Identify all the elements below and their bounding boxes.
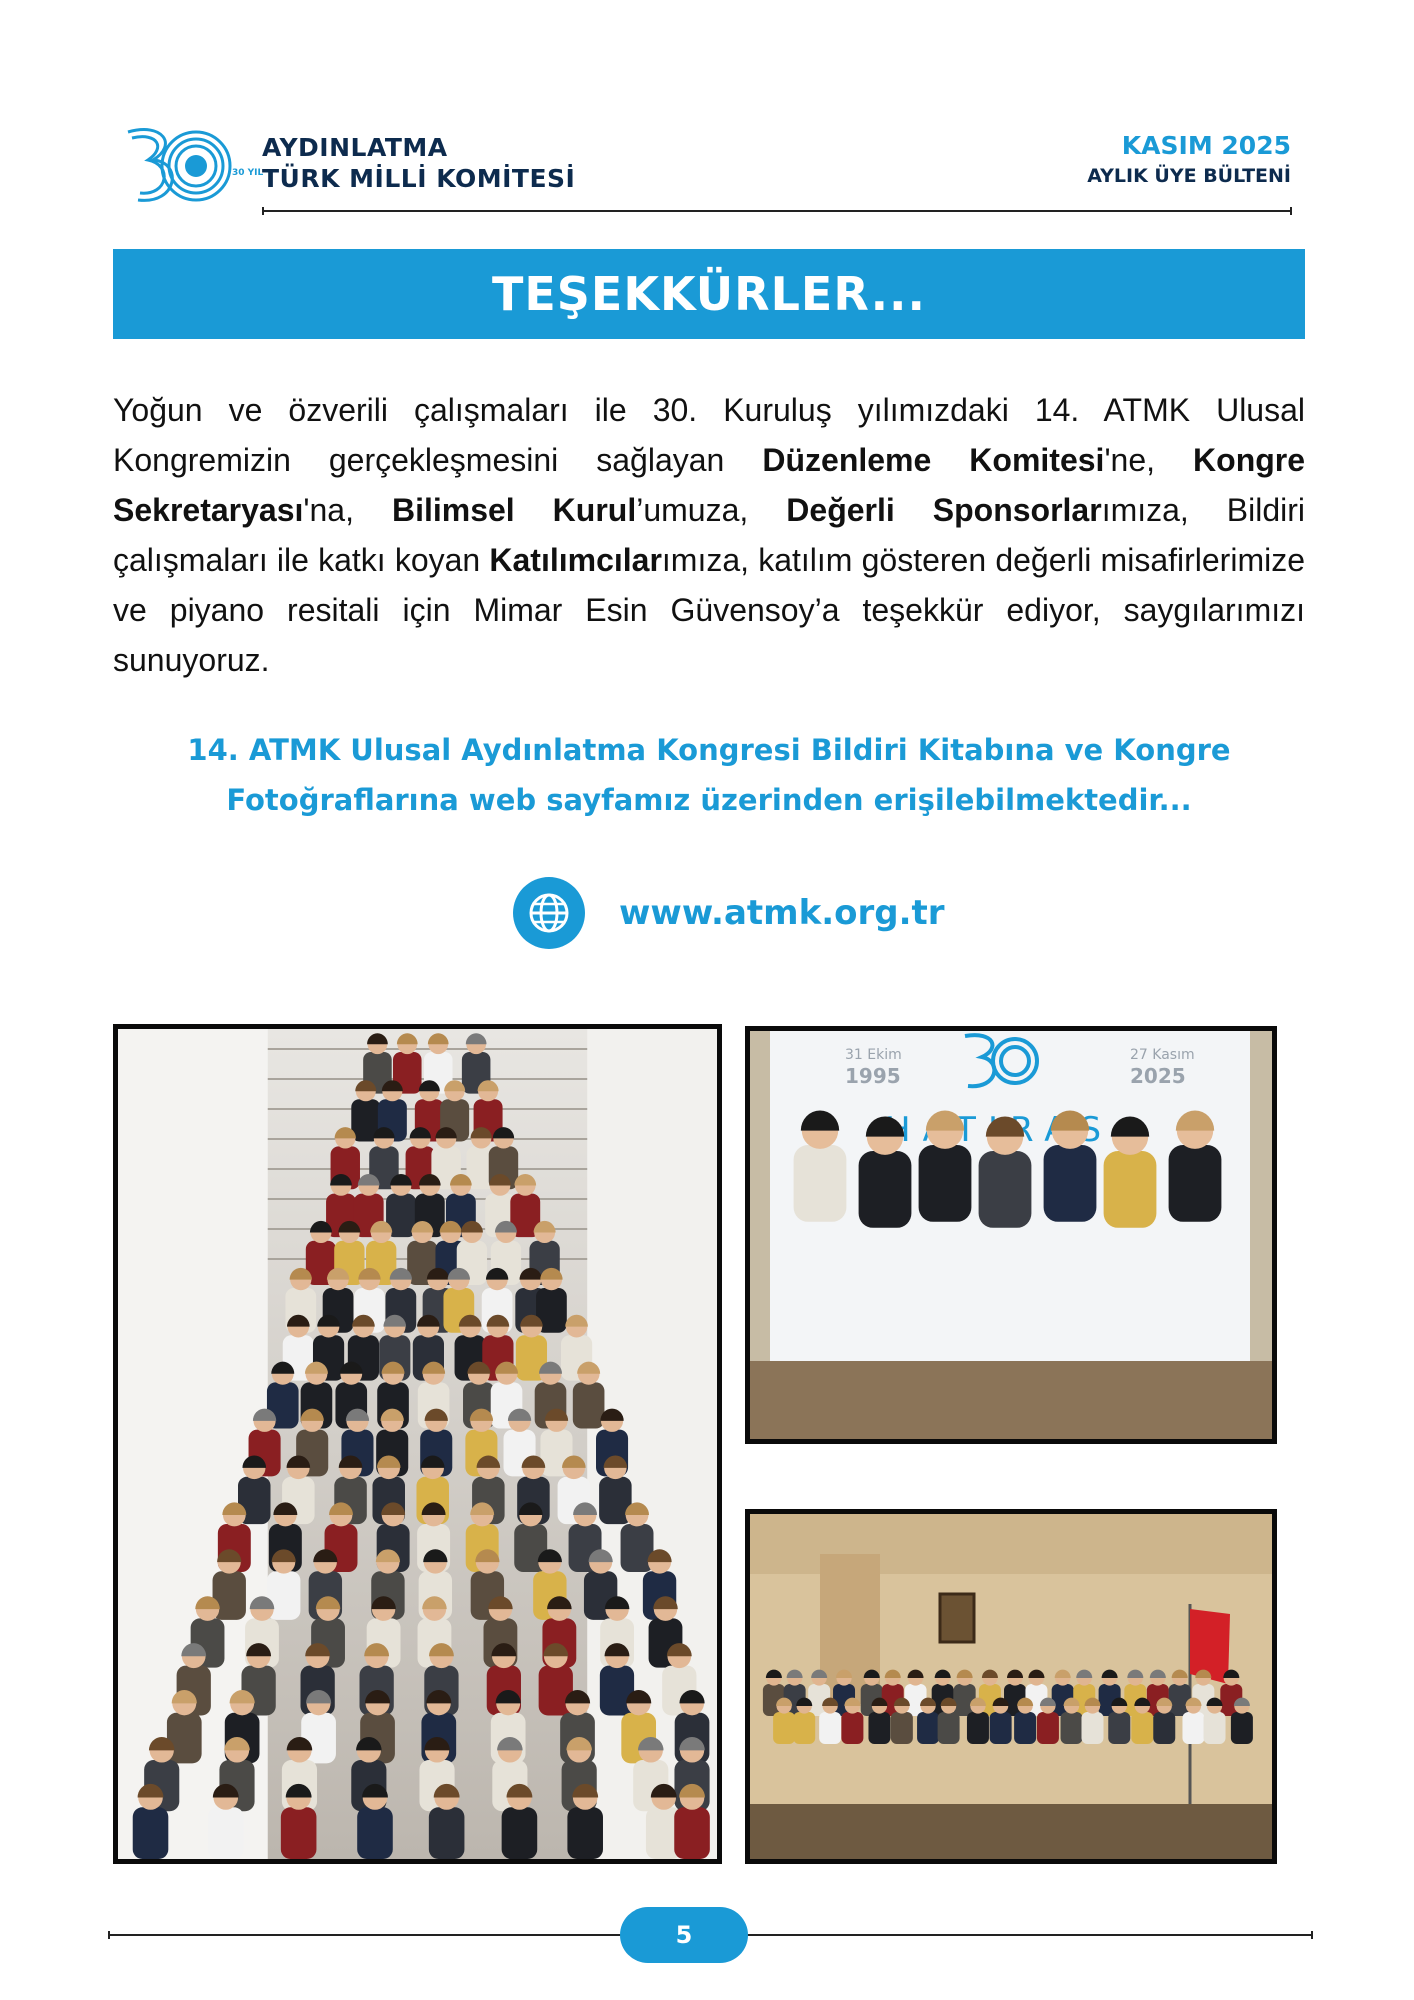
issue-info [1087,130,1291,190]
page-number: 5 [620,1907,748,1963]
para-bold-3: Bilimsel Kurul [391,492,637,528]
para-text-6: ımıza, katılım gösteren değerli misafirlerimize ve piyano resitali için Mimar Esin Güvensoy’a teşekkür ediyor, saygılarımızı sunuyoruz. [113,542,1306,678]
organization-name [262,132,575,194]
org-line-1: AYDINLATMA [262,133,448,162]
svg-text:31 Ekim: 31 Ekim [845,1047,902,1063]
para-bold-5: Katılımcılar [489,542,662,578]
thanks-paragraph [113,385,1305,685]
group-photo-hall [745,1509,1277,1864]
para-bold-4: Değerli Sponsorlar [786,492,1102,528]
access-notice [113,725,1305,825]
para-text-2: 'ne, [1104,442,1194,478]
issue-month: KASIM 2025 [1121,131,1291,160]
page-title: TEŞEKKÜRLER... [491,267,927,321]
para-bold-2: Kongre Sekretaryası [113,442,1306,528]
svg-text:27 Kasım: 27 Kasım [1130,1047,1195,1063]
title-banner [113,249,1305,339]
globe-icon [513,877,585,949]
atmk-30-year-logo [108,120,264,210]
para-text-3: 'na, [303,492,392,528]
website-url[interactable]: www.atmk.org.tr [619,893,945,933]
group-photo-backdrop [745,1026,1277,1444]
group-photo-staircase [113,1024,722,1864]
para-text-1: Yoğun ve özverili çalışmaları ile 30. Kuruluş yılımızdaki 14. ATMK Ulusal Kongremizin gerçekleşmesini sağlayan [113,392,1305,478]
para-text-4: ’umuza, [636,492,787,528]
para-text-5: ımıza, Bildiri çalışmaları ile katkı koyan [113,492,1306,578]
para-bold-1: Düzenleme Komitesi [762,442,1105,478]
access-notice-line-2: Fotoğraflarına web sayfamız üzerinden erişilebilmektedir... [226,783,1192,817]
org-line-2: TÜRK MİLLİ KOMİTESİ [262,164,576,193]
access-notice-line-1: 14. ATMK Ulusal Aydınlatma Kongresi Bildiri Kitabına ve Kongre [187,733,1231,767]
website-link[interactable] [513,876,945,950]
header-divider [262,210,1292,212]
svg-text:30 YIL: 30 YIL [232,168,264,178]
svg-text:1995: 1995 [845,1064,901,1088]
svg-text:2025: 2025 [1130,1064,1186,1088]
issue-title: AYLIK ÜYE BÜLTENİ [1087,165,1291,187]
